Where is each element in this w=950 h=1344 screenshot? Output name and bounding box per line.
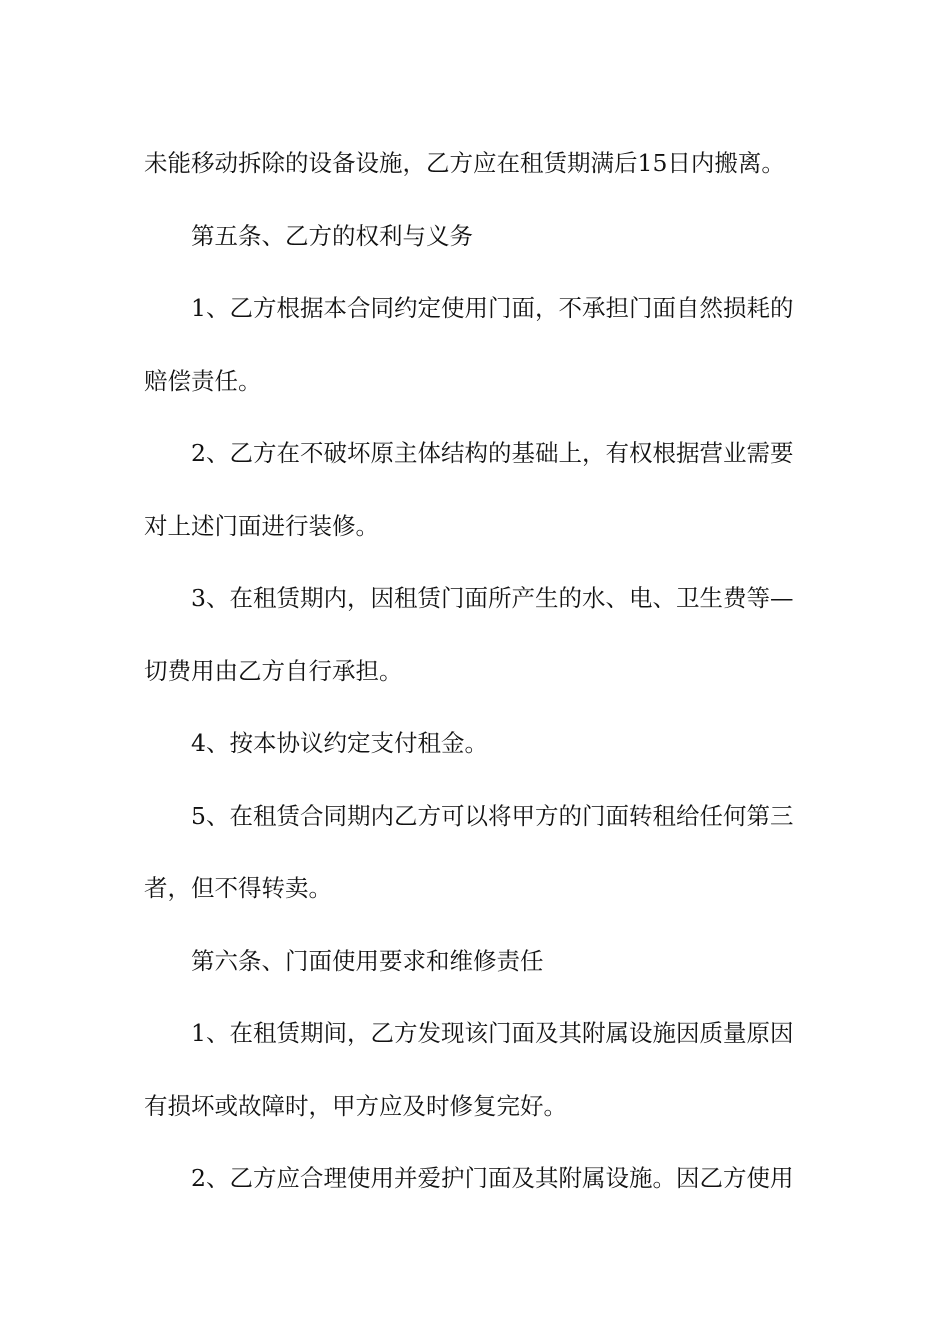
section-heading: 第六条、门面使用要求和维修责任 <box>191 946 544 975</box>
text-line: 1、在租赁期间，乙方发现该门面及其附属设施因质量原因 <box>191 1019 794 1047</box>
section-heading: 第五条、乙方的权利与义务 <box>191 221 473 250</box>
text-line: 1、乙方根据本合同约定使用门面，不承担门面自然损耗的 <box>191 294 794 322</box>
text-line: 者，但不得转卖。 <box>144 874 332 902</box>
text-line: 对上述门面进行装修。 <box>144 511 379 540</box>
text-line: 赔偿责任。 <box>144 366 262 395</box>
document-body <box>144 127 808 1215</box>
text-line: 2、乙方应合理使用并爱护门面及其附属设施。因乙方使用 <box>191 1164 794 1192</box>
text-line: 3、在租赁期内，因租赁门面所产生的水、电、卫生费等— <box>191 584 794 612</box>
text-line: 5、在租赁合同期内乙方可以将甲方的门面转租给任何第三 <box>191 801 794 830</box>
text-line: 4、按本协议约定支付租金。 <box>191 729 488 757</box>
text-line: 2、乙方在不破坏原主体结构的基础上，有权根据营业需要 <box>191 439 794 467</box>
text-line: 切费用由乙方自行承担。 <box>144 656 403 685</box>
text-line: 未能移动拆除的设备设施，乙方应在租赁期满后15日内搬离。 <box>144 149 785 177</box>
text-line: 有损坏或故障时，甲方应及时修复完好。 <box>144 1091 567 1120</box>
